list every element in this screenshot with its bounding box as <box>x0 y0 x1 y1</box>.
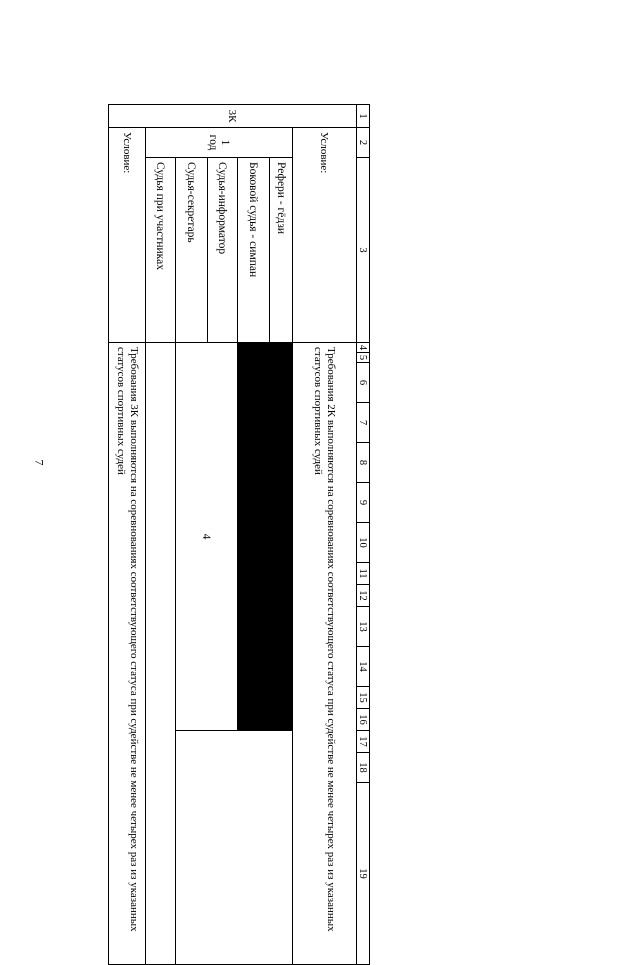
condition-3k-row <box>109 105 146 965</box>
column-number: 8 <box>357 443 370 483</box>
column-number: 6 <box>357 363 370 403</box>
condition-label: Условие: <box>318 132 331 174</box>
column-number: 13 <box>357 607 370 647</box>
page-number: 7 <box>32 459 47 466</box>
column-number: 16 <box>357 709 370 731</box>
condition-3k-text-cell <box>109 343 146 965</box>
column-number: 19 <box>357 783 370 965</box>
value-cell <box>176 343 238 731</box>
period-label: 1 год <box>207 134 231 151</box>
column-number: 11 <box>357 563 370 585</box>
value: 4 <box>200 533 213 540</box>
column-number: 10 <box>357 523 370 563</box>
period-cell <box>146 128 293 158</box>
column-number: 9 <box>357 483 370 523</box>
condition-label: Условие: <box>121 132 133 174</box>
role-name: Рефери - гёдзи <box>270 158 293 343</box>
column-number: 1 <box>357 105 370 128</box>
column-number: 3 <box>357 158 370 343</box>
condition-2k-label-cell <box>293 128 357 343</box>
redacted-block <box>238 343 293 731</box>
column-number: 5 <box>357 353 370 363</box>
column-number: 7 <box>357 403 370 443</box>
role-name: Судья-секретарь <box>176 158 208 343</box>
column-number: 15 <box>357 687 370 709</box>
role-row <box>146 105 176 965</box>
column-number: 18 <box>357 753 370 783</box>
role-name: Судья-информатор <box>208 158 238 343</box>
condition-2k-text: Требования 2К выполняются на соревнованиях соответствующего статуса при судействе не менее четырех раз из указанных статусов спортивных судей <box>312 347 338 932</box>
empty-cell <box>146 343 176 965</box>
role-row <box>270 105 293 965</box>
role-name: Боковой судья - симпан <box>238 158 270 343</box>
category-cell <box>109 105 357 128</box>
column-number-row <box>357 105 370 965</box>
column-number: 4 <box>357 343 370 353</box>
condition-3k-label-cell <box>109 128 146 343</box>
category-label: 3К <box>226 109 239 123</box>
column-number: 17 <box>357 731 370 753</box>
empty-cell <box>176 731 293 965</box>
column-number: 12 <box>357 585 370 607</box>
column-number: 14 <box>357 647 370 687</box>
qualification-table <box>112 104 370 940</box>
condition-3k-text: Требования 3К выполняются на соревнованиях соответствующего статуса при судействе не менее четырех раз из указанных статусов спортивных судей <box>115 347 140 932</box>
column-number: 2 <box>357 128 370 158</box>
condition-2k-row <box>293 105 357 965</box>
condition-2k-text-cell <box>293 343 357 965</box>
role-name: Судья при участниках <box>146 158 176 343</box>
